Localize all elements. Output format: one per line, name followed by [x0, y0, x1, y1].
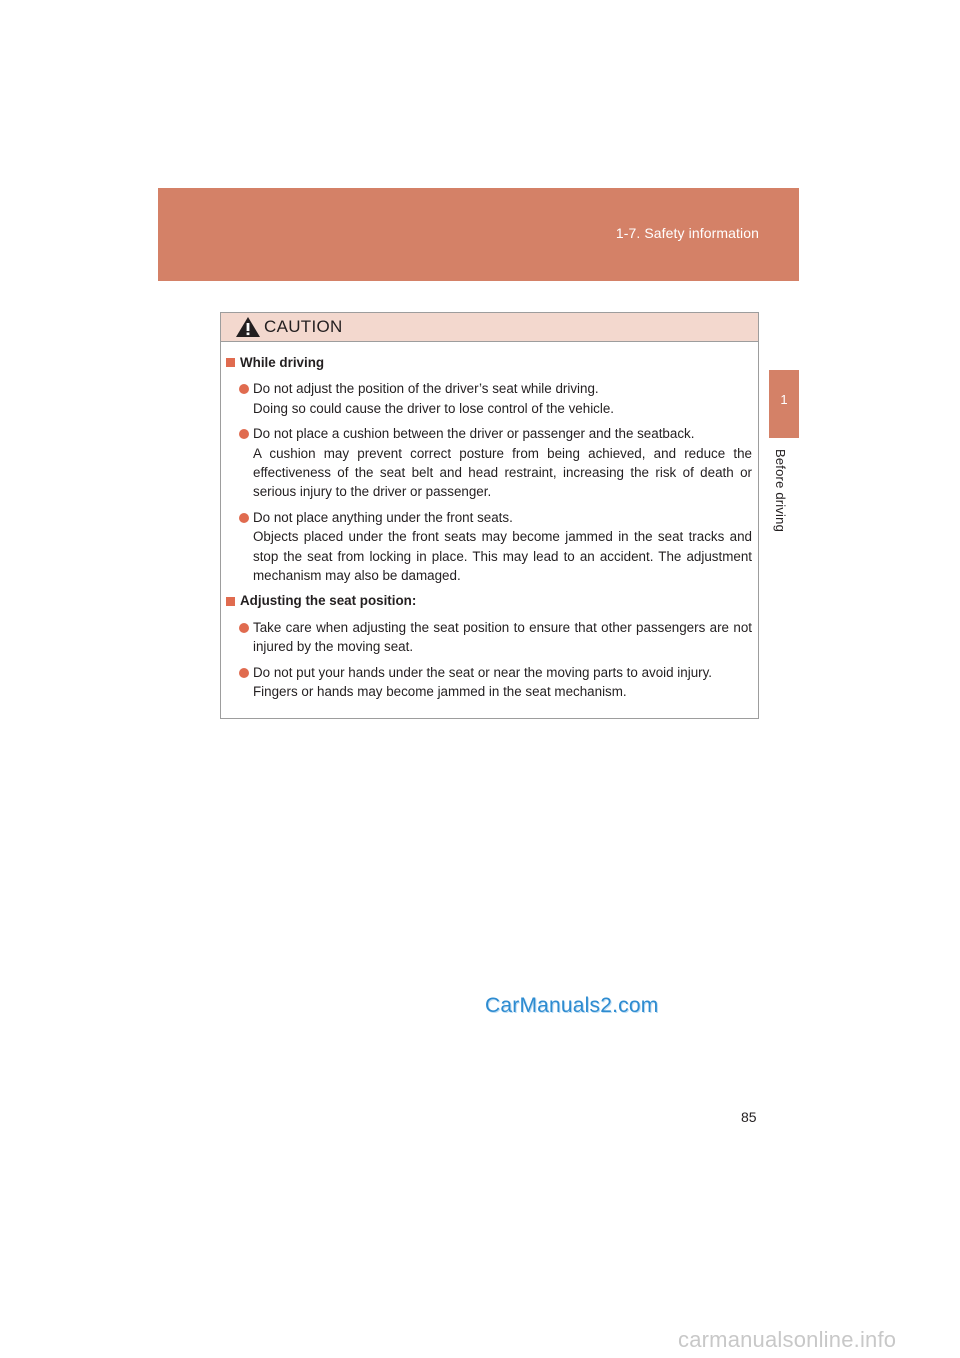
header-band — [158, 188, 799, 281]
section-heading — [226, 591, 752, 610]
section-heading-text: Adjusting the seat position: — [240, 593, 417, 609]
chapter-number: 1 — [780, 392, 788, 407]
square-bullet-icon — [226, 597, 235, 606]
item-line: Do not put your hands under the seat or near the moving parts to avoid injury. — [253, 664, 713, 680]
list-item — [239, 618, 752, 657]
item-text — [253, 508, 752, 586]
round-bullet-icon — [239, 623, 249, 633]
chapter-tab — [769, 370, 799, 438]
section-title: 1-7. Safety information — [615, 225, 759, 241]
list-item — [239, 424, 752, 502]
section-adjusting-seat — [226, 591, 752, 701]
chapter-label: Before driving — [773, 449, 788, 533]
item-text — [253, 663, 752, 702]
round-bullet-icon — [239, 668, 249, 678]
item-line: Do not place anything under the front seats. — [253, 509, 513, 525]
item-line: Do not place a cushion between the driver or passenger and the seatback. — [253, 426, 695, 442]
warning-triangle-icon — [235, 316, 261, 338]
caution-header — [221, 313, 758, 342]
item-line: Objects placed under the front seats may become jammed in the seat tracks and stop the seat from locking in place. This may lead to an accident. The adjustment mechanism may also be damaged. — [253, 529, 752, 584]
round-bullet-icon — [239, 429, 249, 439]
footer-watermark: carmanualsonline.info — [678, 1327, 897, 1352]
section-while-driving — [226, 353, 752, 585]
round-bullet-icon — [239, 513, 249, 523]
square-bullet-icon — [226, 358, 235, 367]
item-text — [253, 379, 752, 418]
page-number: 85 — [741, 1109, 757, 1125]
carmanuals-watermark: CarManuals2.com — [485, 994, 659, 1017]
caution-box — [220, 312, 759, 719]
list-item — [239, 508, 752, 586]
item-line: Doing so could cause the driver to lose control of the vehicle. — [253, 400, 615, 416]
item-line: Take care when adjusting the seat position to ensure that other passengers are not injured by the moving seat. — [253, 619, 752, 655]
caution-body — [221, 342, 758, 702]
section-heading-text: While driving — [240, 355, 325, 370]
item-text — [253, 424, 752, 502]
list-item — [239, 379, 752, 418]
item-line: A cushion may prevent correct posture from being achieved, and reduce the effectiveness of the seat belt and head restraint, increasing the risk of death or serious injury to the driver or passenger. — [253, 445, 752, 500]
round-bullet-icon — [239, 384, 249, 394]
section-heading — [226, 353, 752, 372]
item-text — [253, 618, 752, 657]
item-line: Fingers or hands may become jammed in the seat mechanism. — [253, 684, 627, 700]
item-line: Do not adjust the position of the driver’s seat while driving. — [253, 381, 599, 397]
caution-title: CAUTION — [264, 317, 343, 336]
list-item — [239, 663, 752, 702]
